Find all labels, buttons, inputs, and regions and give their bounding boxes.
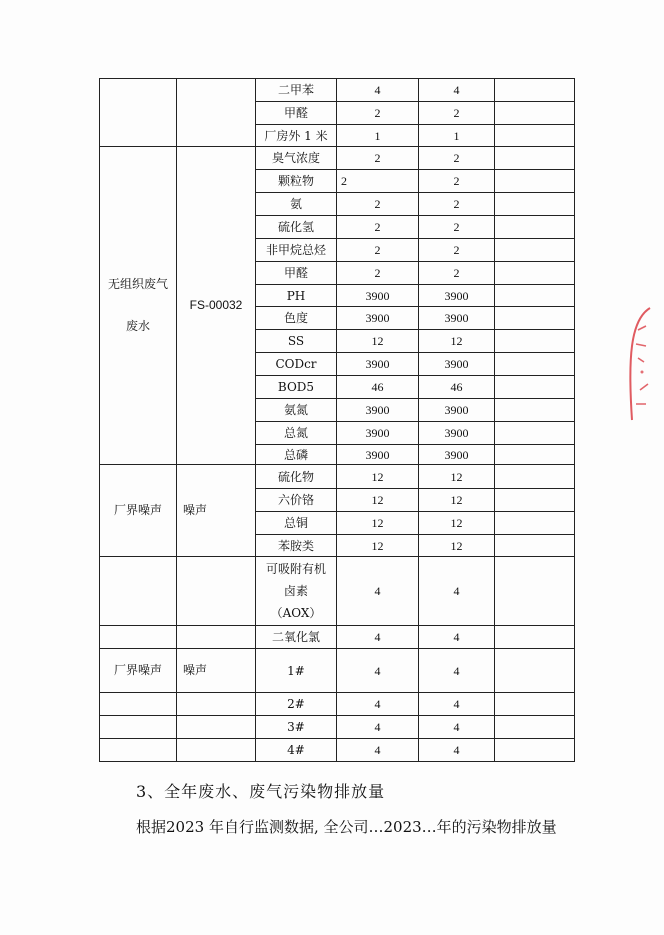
value-cell-1: 4 <box>374 697 381 711</box>
value-cell-2: 12 <box>450 469 463 484</box>
item-cell: BOD5 <box>277 380 315 394</box>
value-cell-1: 12 <box>371 516 384 530</box>
value-cell-1: 2 <box>341 174 347 188</box>
seal-stamp <box>620 300 660 430</box>
value-cell-1: 4 <box>374 630 381 644</box>
item-cell: 1# <box>287 663 305 678</box>
value-cell-2: 12 <box>450 493 463 507</box>
item-cell: 非甲烷总烃 <box>265 243 326 257</box>
value-cell-1: 12 <box>371 469 384 484</box>
item-cell: 二氧化氯 <box>271 630 320 644</box>
item-cell: 硫化氢 <box>277 220 314 234</box>
value-cell-2: 12 <box>450 538 463 553</box>
value-cell-1: 2 <box>374 151 381 165</box>
item-cell: 总氮 <box>283 426 308 440</box>
value-cell-2: 12 <box>450 334 463 348</box>
table-divider <box>494 78 495 761</box>
category-cell <box>100 648 176 692</box>
value-cell-2: 2 <box>453 151 460 165</box>
item-line: 卤素 <box>283 584 308 598</box>
code-cell <box>177 146 255 464</box>
value-cell-2: 2 <box>453 197 460 211</box>
value-cell-2: 4 <box>453 83 460 97</box>
item-cell: 苯胺类 <box>277 538 314 553</box>
value-cell-2: 2 <box>453 174 460 188</box>
value-cell-1: 4 <box>374 584 381 598</box>
value-cell-1: 2 <box>374 197 381 211</box>
value-cell-1: 3900 <box>365 403 390 417</box>
value-cell-2: 3900 <box>444 288 469 303</box>
item-cell: 4# <box>287 743 305 757</box>
section-heading: 3、全年废水、废气污染物排放量 <box>136 782 386 801</box>
item-cell: 总磷 <box>283 447 308 462</box>
value-cell-1: 4 <box>374 743 381 757</box>
value-cell-2: 4 <box>453 584 460 598</box>
table-border-right <box>574 78 575 761</box>
value-cell-2: 4 <box>453 720 460 734</box>
category-cell <box>100 146 176 464</box>
item-cell: SS <box>287 334 305 348</box>
item-cell: CODcr <box>275 357 317 371</box>
item-cell: 臭气浓度 <box>271 151 320 165</box>
code-text: 噪声 <box>183 503 208 517</box>
item-cell: 六价铬 <box>277 493 314 507</box>
item-cell: 甲醛 <box>283 106 308 120</box>
value-cell-1: 2 <box>374 106 381 120</box>
value-cell-2: 3900 <box>444 311 469 325</box>
code-cell <box>183 464 255 556</box>
category-text: 厂界噪声 <box>113 503 162 517</box>
value-cell-2: 3900 <box>444 426 469 440</box>
item-cell: 3# <box>287 720 305 734</box>
item-cell: 甲醛 <box>283 266 308 280</box>
value-cell-2: 2 <box>453 266 460 280</box>
category-text: 厂界噪声 <box>113 663 162 677</box>
value-cell-2: 2 <box>453 243 460 257</box>
value-cell-1: 3900 <box>365 311 390 325</box>
value-cell-2: 2 <box>453 106 460 120</box>
value-cell-2: 3900 <box>444 357 469 371</box>
value-cell-1: 2 <box>374 266 381 280</box>
value-cell-2: 3900 <box>444 403 469 417</box>
value-cell-1: 3900 <box>365 288 390 303</box>
item-cell: 硫化物 <box>277 469 314 484</box>
code-cell <box>183 648 255 692</box>
item-cell: PH <box>286 288 306 303</box>
value-cell-2: 2 <box>453 220 460 234</box>
value-cell-1: 4 <box>374 83 381 97</box>
value-cell-1: 46 <box>371 380 384 394</box>
item-cell <box>256 557 336 625</box>
code-text: FS-00032 <box>189 298 243 312</box>
value-cell-1: 4 <box>374 720 381 734</box>
value-cell-2: 4 <box>453 630 460 644</box>
item-cell: 颗粒物 <box>277 174 314 188</box>
value-cell-2: 12 <box>450 516 463 530</box>
value-cell-2: 46 <box>450 380 463 394</box>
category-cell <box>100 464 176 556</box>
item-cell: 氨氮 <box>283 403 308 417</box>
value-cell-1: 12 <box>371 538 384 553</box>
item-cell: 厂房外 1 米 <box>264 128 328 143</box>
value-cell-2: 4 <box>453 663 460 678</box>
value-cell-1: 3900 <box>365 447 390 462</box>
value-cell-1: 12 <box>371 493 384 507</box>
table-rule <box>99 761 575 762</box>
value-cell-1: 2 <box>374 243 381 257</box>
value-cell-1: 3900 <box>365 426 390 440</box>
item-cell: 色度 <box>283 311 308 325</box>
value-cell-1: 1 <box>374 128 381 143</box>
item-cell: 2# <box>287 697 305 711</box>
code-text: 噪声 <box>183 663 208 677</box>
body-paragraph: 根据2023 年自行监测数据, 全公司…2023…年的污染物排放量 <box>136 818 557 836</box>
value-cell-1: 12 <box>371 334 384 348</box>
value-cell-2: 1 <box>453 128 460 143</box>
category-line: 废水 <box>125 319 150 333</box>
value-cell-1: 3900 <box>365 357 390 371</box>
value-cell-1: 2 <box>374 220 381 234</box>
item-line: 可吸附有机 <box>265 562 326 576</box>
item-cell: 氨 <box>289 197 302 211</box>
item-line: （AOX） <box>270 606 322 620</box>
value-cell-2: 3900 <box>444 447 469 462</box>
category-line: 无组织废气 <box>107 277 168 291</box>
item-cell: 总铜 <box>283 516 308 530</box>
value-cell-1: 4 <box>374 663 381 678</box>
item-cell: 二甲苯 <box>277 83 314 97</box>
value-cell-2: 4 <box>453 743 460 757</box>
value-cell-2: 4 <box>453 697 460 711</box>
